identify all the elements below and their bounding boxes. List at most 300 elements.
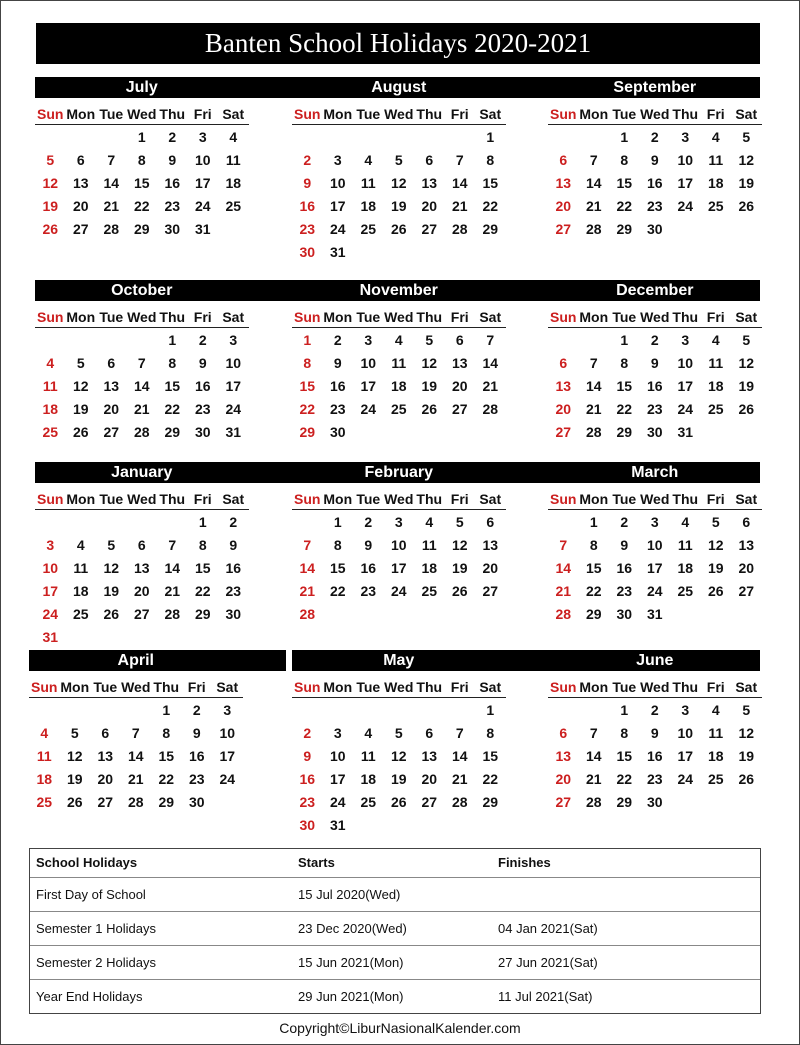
day-cell: 3: [223, 702, 232, 718]
day-cell: [414, 421, 445, 444]
weekday-label: Thu: [672, 491, 699, 507]
day-cell: 13: [103, 378, 120, 394]
week-row: [29, 768, 243, 791]
day-cell: 26: [72, 424, 89, 440]
weekday-label: Mon: [579, 309, 609, 325]
day-cell: 7: [131, 725, 140, 741]
week-row: [292, 699, 506, 722]
week-row: [548, 722, 762, 745]
day-cell: 23: [646, 401, 663, 417]
weekday-label: Sun: [31, 679, 58, 695]
week-row: [292, 722, 506, 745]
day-cell: 22: [616, 401, 633, 417]
day-cell: 5: [76, 355, 85, 371]
weekday-label: Sun: [550, 679, 577, 695]
weekday-label: Sun: [37, 491, 64, 507]
day-cell: 28: [585, 221, 602, 237]
month-grid: [548, 104, 762, 241]
day-cell: 2: [229, 514, 238, 530]
day-cell: 22: [133, 198, 150, 214]
day-cell: [731, 421, 762, 444]
day-cell: 16: [188, 748, 205, 764]
day-cell: 22: [616, 771, 633, 787]
day-cell: 11: [391, 355, 407, 371]
week-row: [292, 814, 506, 837]
day-cell: 14: [482, 355, 499, 371]
day-cell: 31: [194, 221, 211, 237]
day-cell: 9: [650, 152, 659, 168]
day-cell: [35, 126, 66, 149]
day-cell: 5: [711, 514, 720, 530]
day-cell: 31: [646, 606, 663, 622]
day-cell: 17: [677, 378, 694, 394]
day-cell: [414, 814, 445, 837]
weekday-label: Wed: [121, 679, 151, 695]
week-row: [548, 149, 762, 172]
holiday-finish: 27 Jun 2021(Sat): [498, 955, 598, 970]
weekday-header: [548, 489, 762, 510]
day-cell: 29: [616, 424, 633, 440]
weekday-header: [548, 307, 762, 328]
day-cell: 15: [616, 748, 633, 764]
week-row: [548, 126, 762, 149]
day-cell: 12: [451, 537, 468, 553]
weekday-label: Fri: [450, 309, 469, 325]
day-cell: 13: [451, 355, 468, 371]
day-cell: 4: [681, 514, 690, 530]
day-cell: [60, 699, 91, 722]
day-cell: 4: [394, 332, 403, 348]
day-cell: 12: [738, 725, 755, 741]
day-cell: 2: [650, 702, 659, 718]
day-cell: 21: [585, 771, 602, 787]
weekday-label: Sat: [479, 491, 502, 507]
table-row: [30, 980, 760, 1013]
day-cell: 21: [451, 198, 468, 214]
day-cell: 14: [127, 748, 144, 764]
day-cell: 10: [390, 537, 407, 553]
day-cell: 24: [646, 583, 663, 599]
weekday-label: Fri: [706, 309, 725, 325]
day-cell: 1: [333, 514, 342, 530]
weekday-label: Sun: [550, 309, 577, 325]
day-cell: [66, 329, 97, 352]
day-cell: [292, 126, 323, 149]
day-cell: 30: [646, 424, 663, 440]
month-title: February: [364, 464, 433, 481]
day-cell: 20: [555, 771, 572, 787]
day-cell: 14: [299, 560, 316, 576]
month-title: January: [111, 464, 173, 481]
day-cell: 11: [360, 175, 376, 191]
week-row: [35, 218, 249, 241]
weekday-label: Mon: [60, 679, 90, 695]
weekday-label: Fri: [193, 309, 212, 325]
weekday-label: Thu: [159, 309, 186, 325]
weekday-label: Sun: [550, 106, 577, 122]
day-cell: 23: [329, 401, 346, 417]
holiday-finish: 04 Jan 2021(Sat): [498, 921, 598, 936]
day-cell: 9: [650, 725, 659, 741]
day-cell: 2: [650, 129, 659, 145]
weekday-label: Sat: [479, 309, 502, 325]
day-cell: 5: [394, 152, 403, 168]
day-cell: 3: [333, 725, 342, 741]
day-cell: 17: [219, 748, 236, 764]
day-cell: 21: [555, 583, 572, 599]
day-cell: 14: [585, 748, 602, 764]
day-cell: 1: [620, 332, 629, 348]
day-cell: [353, 421, 384, 444]
month-grid: [548, 677, 762, 814]
day-cell: [731, 603, 762, 626]
day-cell: 10: [194, 152, 211, 168]
day-cell: 4: [46, 355, 55, 371]
day-cell: 18: [72, 583, 89, 599]
day-cell: 26: [738, 401, 755, 417]
day-cell: 3: [364, 332, 373, 348]
week-row: [29, 791, 243, 814]
day-cell: 10: [677, 355, 694, 371]
day-cell: 12: [103, 560, 120, 576]
day-cell: 20: [451, 378, 468, 394]
weekday-label: Sat: [222, 309, 245, 325]
month-grid: [292, 677, 506, 837]
day-cell: 6: [425, 152, 434, 168]
day-cell: 1: [168, 332, 177, 348]
day-cell: 20: [555, 198, 572, 214]
week-row: [35, 511, 249, 534]
day-cell: 17: [42, 583, 59, 599]
day-cell: 22: [482, 771, 499, 787]
day-cell: 31: [677, 424, 694, 440]
day-cell: 16: [164, 175, 181, 191]
weekday-label: Tue: [93, 679, 118, 695]
weekday-label: Sun: [37, 309, 64, 325]
holiday-table-header: [30, 849, 760, 878]
day-cell: [292, 511, 323, 534]
day-cell: 5: [742, 702, 751, 718]
day-cell: 16: [194, 378, 211, 394]
day-cell: [353, 603, 384, 626]
day-cell: 10: [677, 152, 694, 168]
day-cell: 4: [229, 129, 238, 145]
day-cell: 17: [329, 771, 346, 787]
weekday-header: [35, 489, 249, 510]
day-cell: 30: [225, 606, 242, 622]
weekday-label: Sat: [735, 491, 758, 507]
day-cell: 19: [390, 771, 407, 787]
week-row: [292, 580, 506, 603]
day-cell: [445, 241, 476, 264]
month-grid: [35, 104, 249, 241]
weekday-label: Sun: [294, 309, 321, 325]
week-row: [548, 218, 762, 241]
day-cell: 28: [127, 794, 144, 810]
day-cell: 11: [708, 152, 724, 168]
day-cell: 17: [329, 198, 346, 214]
day-cell: 27: [451, 401, 468, 417]
day-cell: [445, 603, 476, 626]
page-title: Banten School Holidays 2020-2021: [36, 23, 760, 64]
day-cell: 29: [585, 606, 602, 622]
day-cell: 17: [390, 560, 407, 576]
holiday-name: Year End Holidays: [36, 989, 143, 1004]
day-cell: 24: [329, 794, 346, 810]
day-cell: 28: [585, 794, 602, 810]
weekday-label: Tue: [612, 106, 637, 122]
weekday-label: Thu: [672, 106, 699, 122]
day-cell: 16: [299, 771, 316, 787]
day-cell: 19: [66, 771, 83, 787]
day-cell: 28: [299, 606, 316, 622]
day-cell: 31: [225, 424, 242, 440]
day-cell: 11: [708, 725, 724, 741]
day-cell: 15: [482, 175, 499, 191]
day-cell: [384, 241, 415, 264]
day-cell: 29: [299, 424, 316, 440]
day-cell: 19: [103, 583, 120, 599]
week-row: [35, 580, 249, 603]
weekday-label: Thu: [416, 106, 443, 122]
day-cell: [188, 626, 219, 649]
day-cell: 17: [677, 748, 694, 764]
day-cell: 26: [103, 606, 120, 622]
week-row: [35, 534, 249, 557]
week-row: [29, 722, 243, 745]
day-cell: 3: [229, 332, 238, 348]
day-cell: 17: [646, 560, 663, 576]
weekday-label: Sat: [735, 309, 758, 325]
day-cell: 8: [589, 537, 598, 553]
day-cell: 10: [329, 748, 346, 764]
day-cell: 30: [188, 794, 205, 810]
month-grid: [292, 307, 506, 444]
day-cell: 18: [225, 175, 242, 191]
weekday-label: Mon: [66, 491, 96, 507]
day-cell: 16: [360, 560, 377, 576]
day-cell: [323, 699, 354, 722]
day-cell: [35, 511, 66, 534]
day-cell: 26: [66, 794, 83, 810]
day-cell: [670, 603, 701, 626]
weekday-label: Tue: [99, 491, 124, 507]
day-cell: 24: [42, 606, 59, 622]
day-cell: [66, 511, 97, 534]
weekday-header: [292, 677, 506, 698]
weekday-label: Sat: [735, 679, 758, 695]
weekday-header: [35, 307, 249, 328]
month-grid: [548, 307, 762, 444]
day-cell: [548, 699, 579, 722]
day-cell: 14: [164, 560, 181, 576]
week-row: [548, 375, 762, 398]
day-cell: 27: [97, 794, 114, 810]
week-row: [35, 149, 249, 172]
weekday-label: Tue: [612, 309, 637, 325]
day-cell: 22: [329, 583, 346, 599]
day-cell: 26: [42, 221, 59, 237]
day-cell: 1: [137, 129, 146, 145]
day-cell: 3: [46, 537, 55, 553]
day-cell: 15: [329, 560, 346, 576]
week-row: [292, 149, 506, 172]
day-cell: [212, 791, 243, 814]
day-cell: 21: [164, 583, 181, 599]
week-row: [292, 126, 506, 149]
day-cell: 23: [360, 583, 377, 599]
day-cell: 12: [738, 355, 755, 371]
day-cell: 18: [707, 175, 724, 191]
day-cell: 29: [482, 794, 499, 810]
day-cell: 2: [333, 332, 342, 348]
week-row: [292, 329, 506, 352]
weekday-label: Fri: [706, 491, 725, 507]
day-cell: 24: [677, 401, 694, 417]
weekday-label: Wed: [384, 491, 414, 507]
day-cell: 6: [559, 725, 568, 741]
day-cell: 10: [677, 725, 694, 741]
day-cell: 5: [742, 332, 751, 348]
day-cell: 15: [194, 560, 211, 576]
holiday-finish: 11 Jul 2021(Sat): [498, 989, 593, 1004]
day-cell: 25: [677, 583, 694, 599]
day-cell: 31: [329, 244, 346, 260]
day-cell: 18: [360, 771, 377, 787]
month-grid: [35, 307, 249, 444]
day-cell: 14: [555, 560, 572, 576]
day-cell: 19: [390, 198, 407, 214]
week-row: [35, 626, 249, 649]
day-cell: 6: [425, 725, 434, 741]
day-cell: 25: [72, 606, 89, 622]
month-title: August: [371, 79, 427, 96]
weekday-label: Thu: [416, 309, 443, 325]
day-cell: 3: [681, 129, 690, 145]
day-cell: 7: [107, 152, 116, 168]
month-title: May: [383, 652, 415, 669]
week-row: [548, 603, 762, 626]
day-cell: [323, 603, 354, 626]
week-row: [35, 557, 249, 580]
day-cell: [384, 421, 415, 444]
day-cell: 25: [36, 794, 53, 810]
day-cell: 22: [482, 198, 499, 214]
day-cell: 13: [738, 537, 755, 553]
week-row: [548, 534, 762, 557]
week-row: [548, 511, 762, 534]
weekday-label: Wed: [384, 106, 414, 122]
day-cell: 12: [66, 748, 83, 764]
weekday-header: [35, 104, 249, 125]
day-cell: 22: [194, 583, 211, 599]
day-cell: 14: [585, 175, 602, 191]
weekday-label: Mon: [66, 309, 96, 325]
day-cell: [121, 699, 152, 722]
day-cell: 2: [303, 152, 312, 168]
month-grid: [29, 677, 243, 814]
day-cell: 23: [646, 771, 663, 787]
day-cell: 29: [194, 606, 211, 622]
day-cell: [579, 126, 610, 149]
week-row: [292, 768, 506, 791]
day-cell: 6: [107, 355, 116, 371]
day-cell: 19: [738, 378, 755, 394]
weekday-label: Thu: [153, 679, 180, 695]
day-cell: 11: [708, 355, 724, 371]
day-cell: [218, 626, 249, 649]
day-cell: 23: [646, 198, 663, 214]
day-cell: 22: [616, 198, 633, 214]
day-cell: 23: [299, 221, 316, 237]
day-cell: 9: [620, 537, 629, 553]
day-cell: 19: [451, 560, 468, 576]
day-cell: 29: [482, 221, 499, 237]
day-cell: 9: [650, 355, 659, 371]
day-cell: 27: [555, 221, 572, 237]
day-cell: 8: [620, 725, 629, 741]
weekday-label: Wed: [640, 491, 670, 507]
day-cell: 9: [364, 537, 373, 553]
day-cell: [157, 511, 188, 534]
weekday-label: Wed: [640, 679, 670, 695]
day-cell: 21: [299, 583, 316, 599]
day-cell: [414, 603, 445, 626]
week-row: [292, 398, 506, 421]
day-cell: [66, 626, 97, 649]
day-cell: 6: [137, 537, 146, 553]
day-cell: 7: [455, 725, 464, 741]
table-row: [30, 912, 760, 946]
weekday-label: Wed: [384, 679, 414, 695]
day-cell: 24: [677, 771, 694, 787]
day-cell: 5: [394, 725, 403, 741]
day-cell: 30: [646, 221, 663, 237]
day-cell: 30: [329, 424, 346, 440]
week-row: [548, 699, 762, 722]
weekday-label: Fri: [706, 679, 725, 695]
day-cell: [66, 126, 97, 149]
week-row: [292, 791, 506, 814]
weekday-label: Sat: [222, 491, 245, 507]
weekday-label: Mon: [323, 491, 353, 507]
day-cell: [731, 791, 762, 814]
day-cell: [475, 814, 506, 837]
day-cell: 19: [42, 198, 59, 214]
day-cell: 9: [229, 537, 238, 553]
day-cell: [701, 791, 732, 814]
week-row: [548, 557, 762, 580]
day-cell: [292, 699, 323, 722]
day-cell: 23: [194, 401, 211, 417]
day-cell: 10: [329, 175, 346, 191]
day-cell: 18: [360, 198, 377, 214]
day-cell: 1: [486, 702, 495, 718]
day-cell: 17: [225, 378, 242, 394]
day-cell: 23: [225, 583, 242, 599]
week-row: [35, 375, 249, 398]
day-cell: 22: [158, 771, 175, 787]
weekday-label: Wed: [640, 309, 670, 325]
week-row: [548, 329, 762, 352]
week-row: [548, 580, 762, 603]
day-cell: 25: [707, 198, 724, 214]
weekday-label: Thu: [159, 106, 186, 122]
day-cell: 23: [616, 583, 633, 599]
day-cell: 7: [559, 537, 568, 553]
day-cell: 24: [390, 583, 407, 599]
weekday-label: Fri: [450, 106, 469, 122]
